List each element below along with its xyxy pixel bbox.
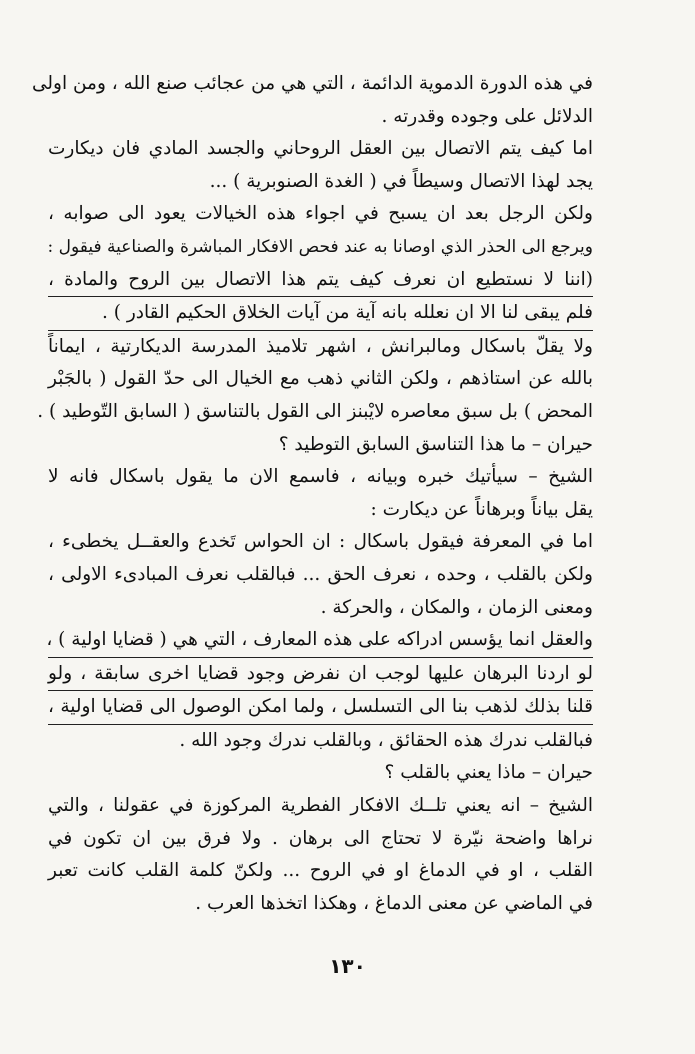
text-line-underlined: لو اردنا البرهان عليها لوجب ان نفرض وجود قضايا اخرى سابقة ، ولو [48,658,593,692]
text-line: الدلائل على وجوده وقدرته . [381,105,593,127]
text-line: اما في المعرفة فيقول باسكال : ان الحواس تَخدع والعقــل يخطىء ، [48,531,593,553]
text-line: في الماضي عن معنى الدماغ ، وهكذا اتخذها العرب . [195,892,593,914]
text-line: الشيخ – انه يعني تلــك الافكار الفطرية المركوزة في عقولنا ، والتي [48,795,593,817]
text-line: ولكن الرجل بعد ان يسبح في اجواء هذه الخيالات يعود الى صوابه ، [48,203,593,225]
text-line: حيران – ماذا يعني بالقلب ؟ [384,762,593,784]
page-number: ١٣٠ [329,954,366,978]
text-line: حيران – ما هذا التناسق السابق التوطيد ؟ [278,433,593,455]
text-line-underlined: (اننا لا نستطيع ان نعرف كيف يتم هذا الاتصال بين الروح والمادة ، [48,264,593,298]
text-line: ويرجع الى الحذر الذي اوصانا به عند فحص الافكار المباشرة والصناعية فيقول : [47,236,593,257]
text-line-underlined: والعقل انما يؤسس ادراكه على هذه المعارف ، التي هي ( قضايا اولية ) ، [48,624,593,658]
text-line: بالله عن استاذهم ، ولكن الثاني ذهب مع الخيال الى حدّ القول ( بالجَبْر [48,368,593,390]
text-line: ولكن بالقلب ، وحده ، نعرف الحق ... فبالقلب نعرف المبادىء الاولى ، [48,563,593,585]
text-line: المحض ) بل سبق معاصره لايْبنز الى القول بالتناسق ( السابق التّوطيد ) . [37,400,593,422]
text-line: يجد لهذا الاتصال وسيطاً في ( الغدة الصنوبرية ) ... [209,170,593,192]
text-line: اما كيف يتم الاتصال بين العقل الروحاني والجسد المادي فان ديكارت [48,138,593,160]
text-line-underlined: فلم يبقى لنا الا ان نعلله بانه آية من آيات الخلاق الحكيم القادر ) . [48,297,593,331]
text-line: القلب ، او في الدماغ او في الروح ... ولكنّ كلمة القلب كانت تعبر [48,860,593,882]
text-line: يقل بياناً وبرهاناً عن ديكارت : [370,498,593,520]
text-line-underlined: قلنا بذلك لذهب بنا الى التسلسل ، ولما امكن الوصول الى قضايا اولية ، [48,691,593,725]
text-line: ولا يقلّ باسكال ومالبرانش ، اشهر تلاميذ المدرسة الديكارتية ، ايماناً [48,335,593,357]
body-text [31,68,593,920]
text-line: نراها واضحة نيّرة لا تحتاج الى برهان . ولا فرق بين ان تكون في [48,827,593,849]
text-line: الشيخ – سيأتيك خبره وبيانه ، فاسمع الان ما يقول باسكال فانه لا [48,466,593,488]
text-line: فبالقلب ندرك هذه الحقائق ، وبالقلب ندرك وجود الله . [179,729,593,751]
text-line: في هذه الدورة الدموية الدائمة ، التي هي من عجائب صنع الله ، ومن اولى [31,73,593,94]
text-line: ومعنى الزمان ، والمكان ، والحركة . [320,596,593,618]
